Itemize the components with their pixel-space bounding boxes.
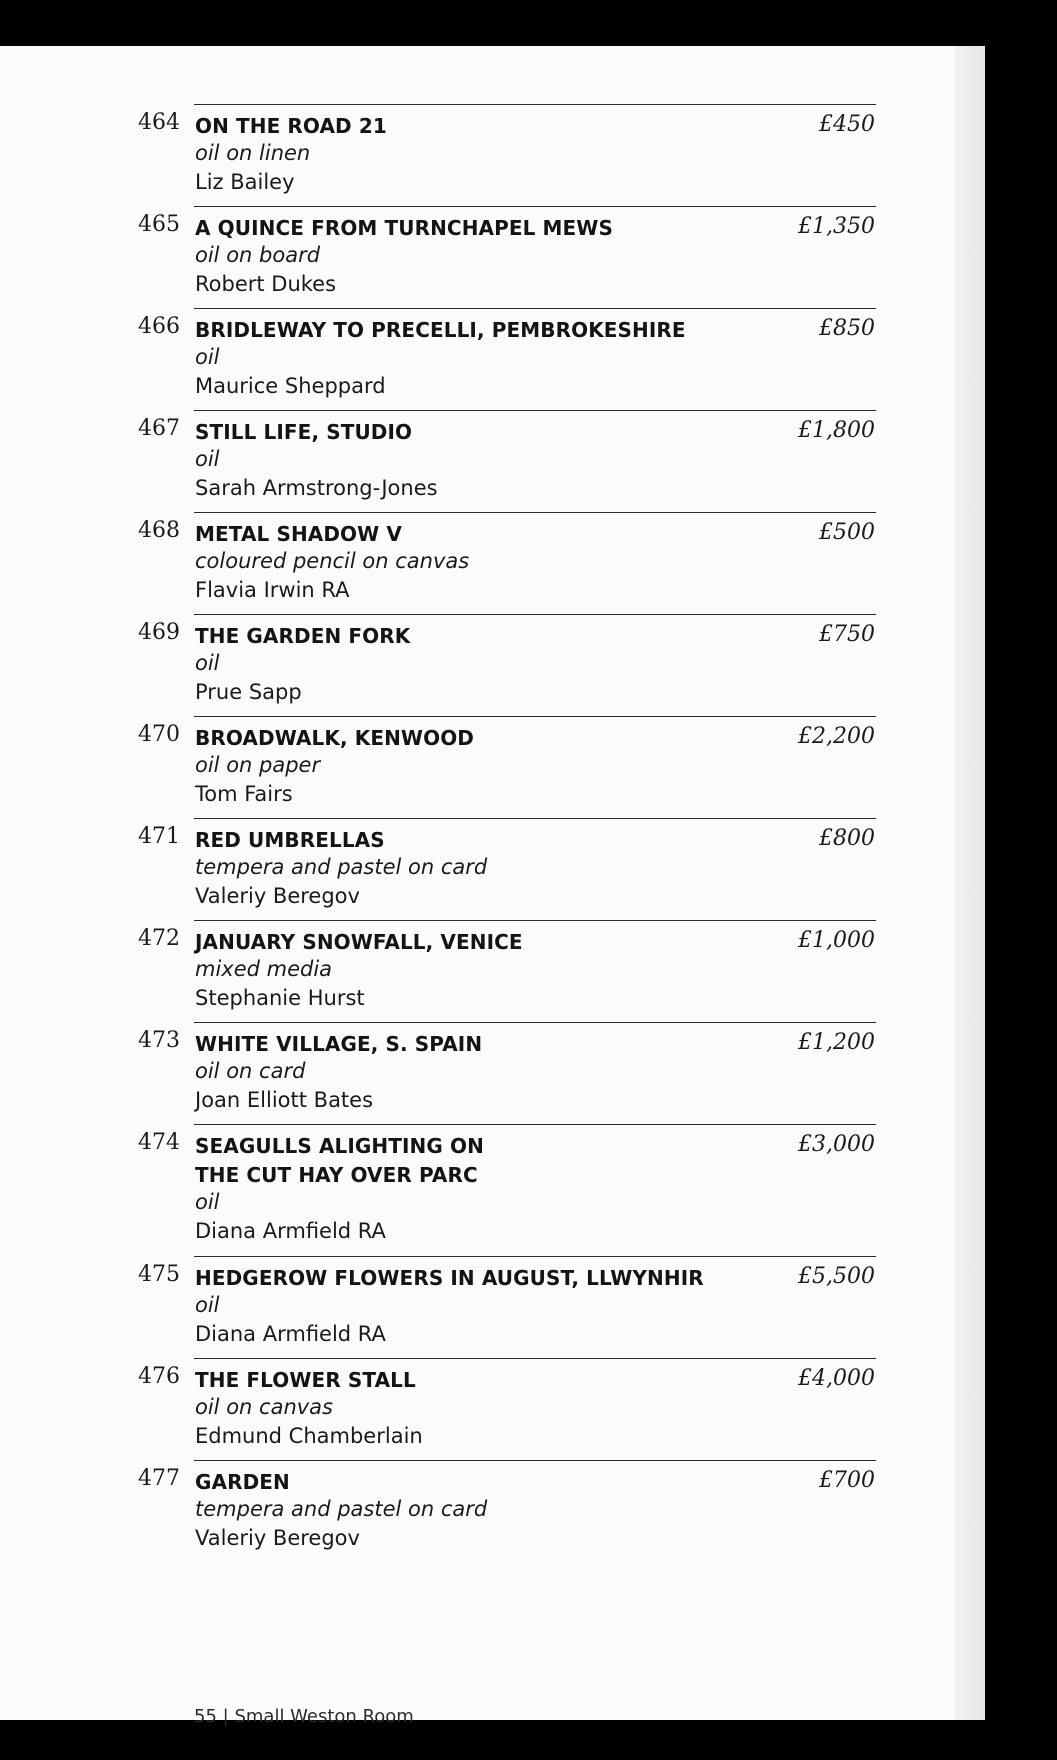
entry-number: 471 bbox=[138, 824, 180, 849]
entry-title: STILL LIFE, STUDIO bbox=[195, 420, 413, 444]
entry-number: 465 bbox=[138, 212, 180, 237]
entry-artist: Tom Fairs bbox=[195, 782, 293, 806]
catalogue-page bbox=[0, 46, 985, 1727]
entry-medium: mixed media bbox=[195, 957, 333, 981]
entry-number: 470 bbox=[138, 722, 180, 747]
entry-divider bbox=[194, 716, 876, 717]
entry-divider bbox=[194, 206, 876, 207]
entry-title: GARDEN bbox=[195, 1470, 290, 1494]
entry-medium: oil bbox=[195, 651, 220, 675]
entry-divider bbox=[194, 1022, 876, 1023]
entry-price: £5,500 bbox=[798, 1264, 875, 1289]
entry-artist: Edmund Chamberlain bbox=[195, 1424, 423, 1448]
entry-price: £450 bbox=[819, 112, 875, 137]
entry-title: ON THE ROAD 21 bbox=[195, 114, 387, 138]
entry-number: 468 bbox=[138, 518, 180, 543]
entry-artist: Diana Armfield RA bbox=[195, 1322, 386, 1346]
entry-number: 466 bbox=[138, 314, 180, 339]
entry-divider bbox=[194, 512, 876, 513]
entry-number: 474 bbox=[138, 1130, 180, 1155]
entry-medium: oil on canvas bbox=[195, 1395, 333, 1419]
entry-divider bbox=[194, 1460, 876, 1461]
entry-title: BROADWALK, KENWOOD bbox=[195, 726, 474, 750]
entry-title: BRIDLEWAY TO PRECELLI, PEMBROKESHIRE bbox=[195, 318, 686, 342]
entry-number: 475 bbox=[138, 1262, 180, 1287]
entry-divider bbox=[194, 1256, 876, 1257]
entry-title: THE CUT HAY OVER PARC bbox=[195, 1163, 478, 1187]
page-number: 55 bbox=[194, 1706, 217, 1727]
page-footer bbox=[194, 1706, 414, 1727]
page-edge bbox=[955, 46, 985, 1720]
entry-medium: oil bbox=[195, 1190, 220, 1214]
entry-price: £1,350 bbox=[798, 214, 875, 239]
entry-number: 473 bbox=[138, 1028, 180, 1053]
entry-title: METAL SHADOW V bbox=[195, 522, 402, 546]
entry-title: JANUARY SNOWFALL, VENICE bbox=[195, 930, 523, 954]
entry-title: RED UMBRELLAS bbox=[195, 828, 385, 852]
entry-medium: oil on paper bbox=[195, 753, 321, 777]
entry-price: £750 bbox=[819, 622, 875, 647]
entry-price: £1,800 bbox=[798, 418, 875, 443]
entry-medium: oil bbox=[195, 1293, 220, 1317]
entry-price: £2,200 bbox=[798, 724, 875, 749]
entry-artist: Sarah Armstrong-Jones bbox=[195, 476, 438, 500]
entry-artist: Maurice Sheppard bbox=[195, 374, 386, 398]
entry-medium: oil bbox=[195, 345, 220, 369]
entry-artist: Valeriy Beregov bbox=[195, 1526, 360, 1550]
entry-artist: Flavia Irwin RA bbox=[195, 578, 350, 602]
entry-medium: oil on linen bbox=[195, 141, 311, 165]
entry-price: £500 bbox=[819, 520, 875, 545]
entry-number: 476 bbox=[138, 1364, 180, 1389]
entry-number: 464 bbox=[138, 110, 180, 135]
entry-price: £1,000 bbox=[798, 928, 875, 953]
entry-divider bbox=[194, 1358, 876, 1359]
room-name: Small Weston Room bbox=[234, 1706, 414, 1727]
entry-artist: Valeriy Beregov bbox=[195, 884, 360, 908]
entry-artist: Joan Elliott Bates bbox=[195, 1088, 374, 1112]
entry-medium: tempera and pastel on card bbox=[195, 1497, 488, 1521]
entry-number: 469 bbox=[138, 620, 180, 645]
entry-medium: oil on card bbox=[195, 1059, 306, 1083]
entry-divider bbox=[194, 1124, 876, 1125]
entry-title: THE GARDEN FORK bbox=[195, 624, 411, 648]
entry-medium: tempera and pastel on card bbox=[195, 855, 488, 879]
entry-medium: coloured pencil on canvas bbox=[195, 549, 470, 573]
entry-price: £850 bbox=[819, 316, 875, 341]
entry-divider bbox=[194, 920, 876, 921]
entry-title: WHITE VILLAGE, S. SPAIN bbox=[195, 1032, 483, 1056]
entry-artist: Prue Sapp bbox=[195, 680, 302, 704]
entry-number: 467 bbox=[138, 416, 180, 441]
entry-divider bbox=[194, 818, 876, 819]
entry-artist: Robert Dukes bbox=[195, 272, 337, 296]
entry-artist: Stephanie Hurst bbox=[195, 986, 365, 1010]
entry-divider bbox=[194, 614, 876, 615]
entry-divider bbox=[194, 308, 876, 309]
footer-separator: | bbox=[222, 1706, 229, 1727]
entry-price: £1,200 bbox=[798, 1030, 875, 1055]
entry-number: 472 bbox=[138, 926, 180, 951]
entry-medium: oil on board bbox=[195, 243, 321, 267]
entry-price: £4,000 bbox=[798, 1366, 875, 1391]
entry-title: A QUINCE FROM TURNCHAPEL MEWS bbox=[195, 216, 613, 240]
entry-artist: Diana Armfield RA bbox=[195, 1219, 386, 1243]
entry-artist: Liz Bailey bbox=[195, 170, 295, 194]
entry-medium: oil bbox=[195, 447, 220, 471]
entry-title: HEDGEROW FLOWERS IN AUGUST, LLWYNHIR bbox=[195, 1266, 704, 1290]
entry-number: 477 bbox=[138, 1466, 180, 1491]
entry-price: £800 bbox=[819, 826, 875, 851]
entry-title: THE FLOWER STALL bbox=[195, 1368, 416, 1392]
entry-title: SEAGULLS ALIGHTING ON bbox=[195, 1134, 484, 1158]
entry-divider bbox=[194, 104, 876, 105]
entry-divider bbox=[194, 410, 876, 411]
entry-price: £700 bbox=[819, 1468, 875, 1493]
entry-price: £3,000 bbox=[798, 1132, 875, 1157]
